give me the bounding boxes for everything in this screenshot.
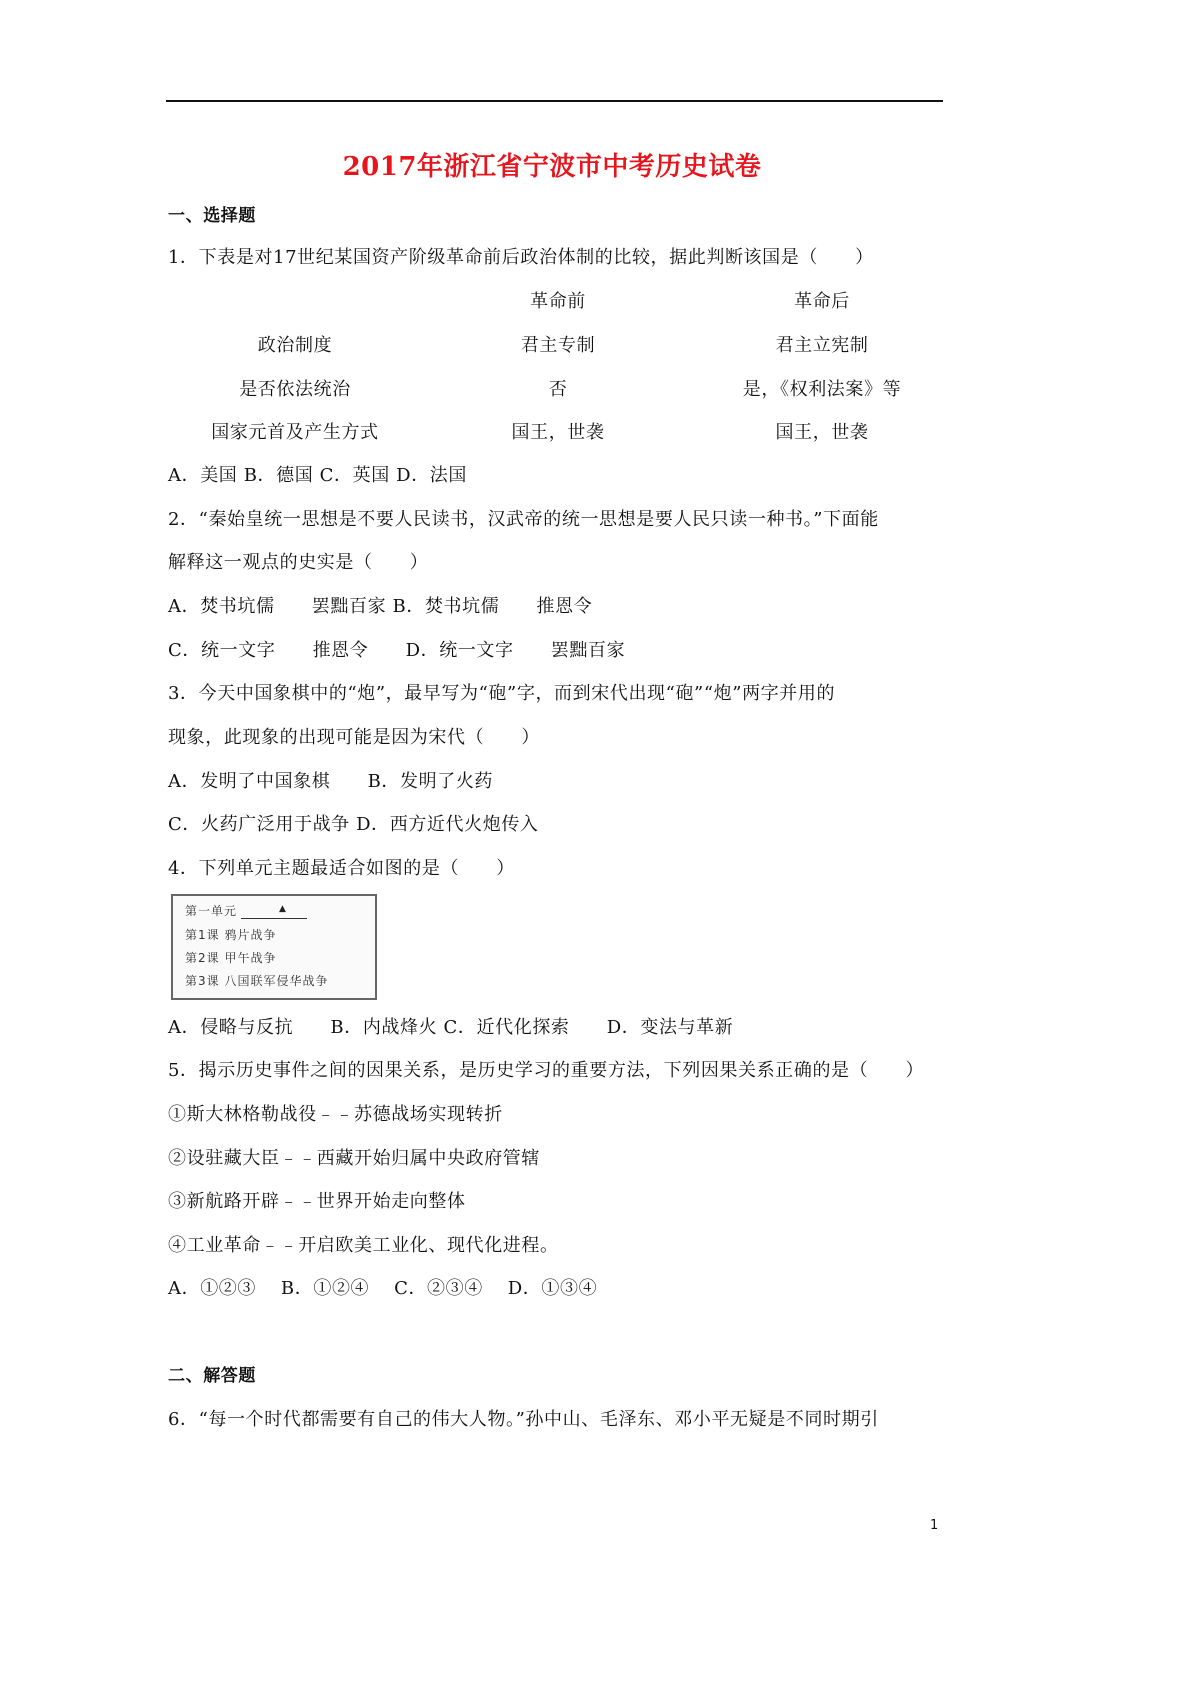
- question-2-stem-line-1: 2．“秦始皇统一思想是不要人民读书，汉武帝的统一思想是要人民只读一种书。”下面能: [168, 509, 879, 530]
- question-5-item: ②设驻藏大臣﹣﹣西藏开始归属中央政府管辖: [168, 1148, 540, 1169]
- figure-blank-line: [241, 918, 307, 919]
- question-4-options: A．侵略与反抗 B．内战烽火 C．近代化探索 D．变法与革新: [168, 1017, 734, 1038]
- document-title: 2017年浙江省宁波市中考历史试卷: [342, 152, 762, 182]
- table-cell: 君主专制: [520, 335, 596, 356]
- question-5-options: A．①②③ B．①②④ C．②③④ D．①③④: [168, 1278, 598, 1299]
- question-3-stem-line-1: 3．今天中国象棋中的“炮”，最早写为“砲”字，而到宋代出现“砲”“炮”两字并用的: [168, 683, 836, 704]
- table-cell: 君主立宪制: [775, 335, 869, 356]
- header-rule: [166, 100, 943, 102]
- question-1-stem: 1．下表是对17世纪某国资产阶级革命前后政治体制的比较，据此判断该国是（ ）: [168, 247, 874, 268]
- question-5-item: ③新航路开辟﹣﹣世界开始走向整体: [168, 1191, 466, 1212]
- table-cell: 国王，世袭: [511, 422, 605, 443]
- table-cell: 否: [548, 379, 568, 400]
- table-row-label: 政治制度: [257, 335, 333, 356]
- question-3-options-line-1: A．发明了中国象棋 B．发明了火药: [168, 771, 494, 792]
- figure-lesson-1: 第1课 鸦片战争: [185, 928, 277, 942]
- figure-unit-label: 第一单元: [185, 904, 238, 918]
- table-cell: 是，《权利法案》等: [742, 379, 902, 400]
- question-4-stem: 4．下列单元主题最适合如图的是（ ）: [168, 858, 515, 879]
- table-row-label: 是否依法统治: [239, 379, 351, 400]
- question-3-options-line-2: C．火药广泛用于战争 D．西方近代火炮传入: [168, 814, 539, 835]
- triangle-icon: ▲: [279, 904, 286, 914]
- figure-lesson-2: 第2课 甲午战争: [185, 951, 277, 965]
- table-row-label: 国家元首及产生方式: [211, 422, 379, 443]
- question-2-stem-line-2: 解释这一观点的史实是（ ）: [168, 552, 429, 573]
- table-header-before: 革命前: [530, 291, 586, 312]
- question-5-item: ①斯大林格勒战役﹣﹣苏德战场实现转折: [168, 1104, 503, 1125]
- page-number: 1: [930, 1518, 939, 1533]
- question-4-figure: [171, 894, 377, 1000]
- figure-lesson-3: 第3课 八国联军侵华战争: [185, 974, 329, 988]
- question-5-stem: 5．揭示历史事件之间的因果关系，是历史学习的重要方法，下列因果关系正确的是（ ）: [168, 1060, 925, 1081]
- question-1-options: A．美国 B．德国 C．英国 D．法国: [168, 465, 467, 486]
- table-header-after: 革命后: [794, 291, 850, 312]
- question-2-options-line-2: C．统一文字 推恩令 D．统一文字 罢黜百家: [168, 640, 626, 661]
- section-heading-answer: 二、解答题: [168, 1366, 256, 1386]
- question-5-item: ④工业革命﹣﹣开启欧美工业化、现代化进程。: [168, 1235, 559, 1256]
- question-2-options-line-1: A．焚书坑儒 罢黜百家 B．焚书坑儒 推恩令: [168, 596, 593, 617]
- section-heading-choice: 一、选择题: [168, 206, 256, 226]
- question-3-stem-line-2: 现象，此现象的出现可能是因为宋代（ ）: [168, 727, 540, 748]
- table-cell: 国王，世袭: [775, 422, 869, 443]
- question-6-stem: 6．“每一个时代都需要有自己的伟大人物。”孙中山、毛泽东、邓小平无疑是不同时期引: [168, 1409, 879, 1430]
